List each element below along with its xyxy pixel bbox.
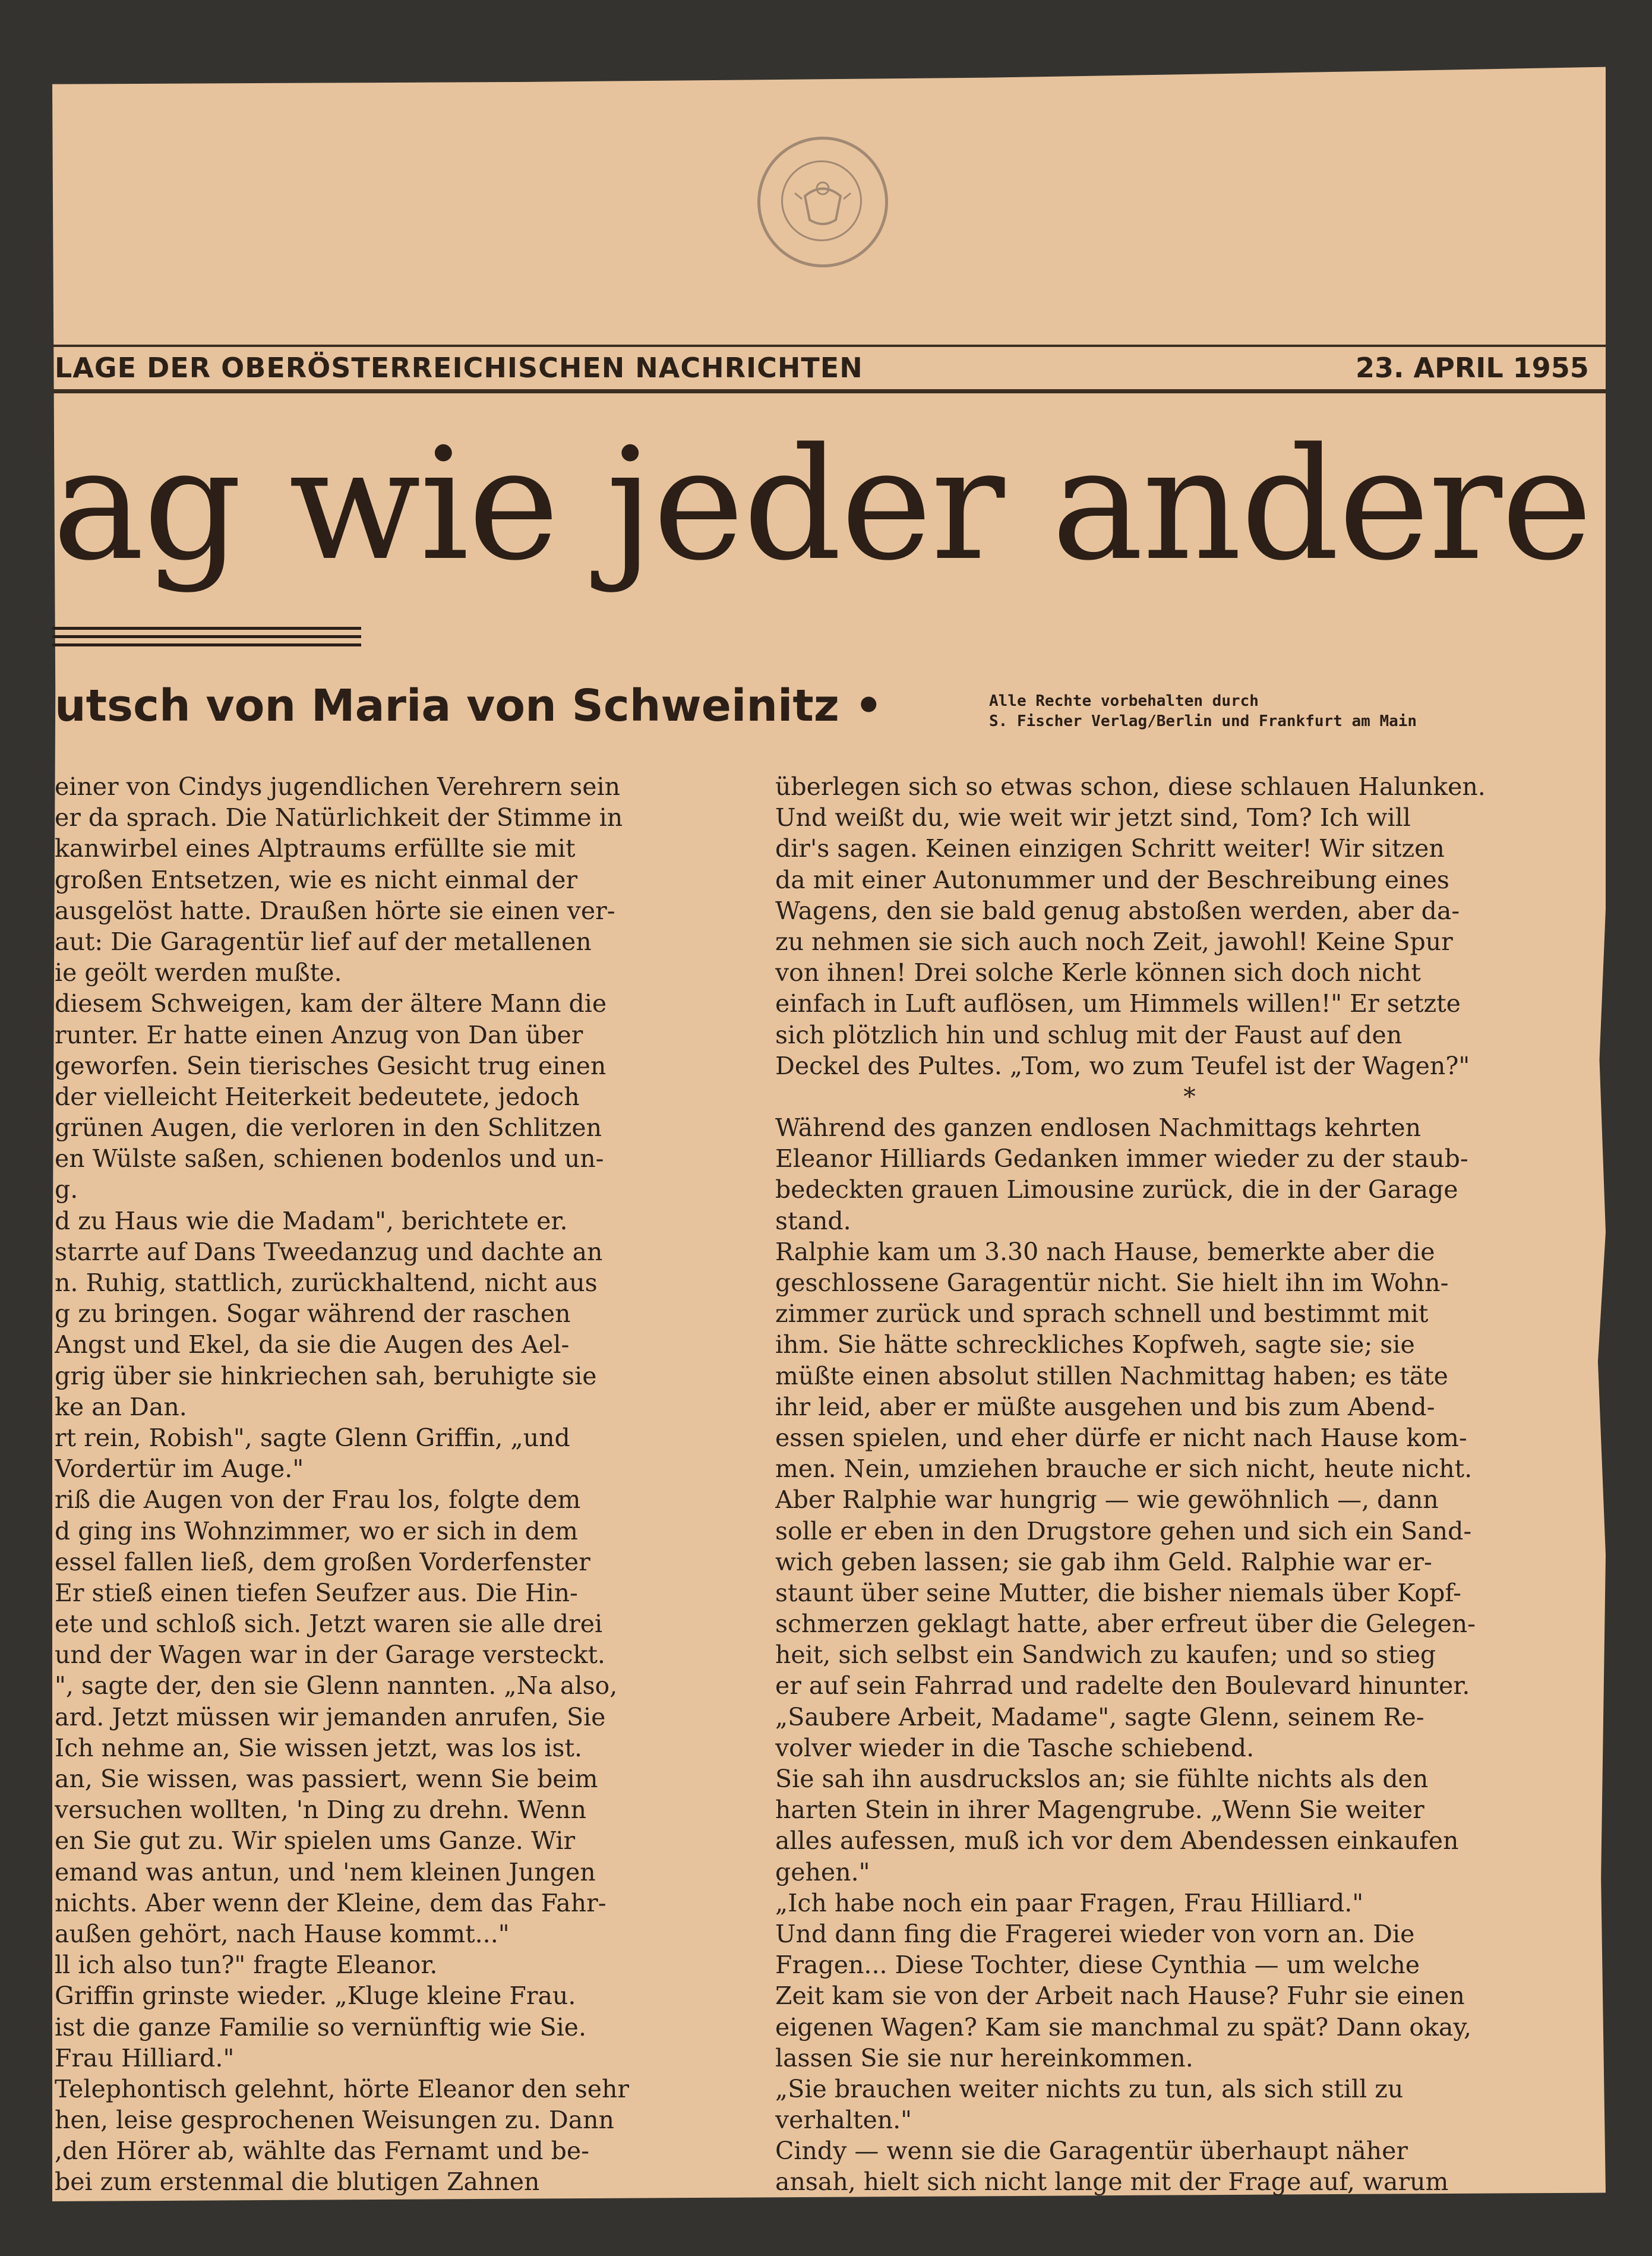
- rights-notice: [989, 691, 1417, 731]
- right-column-line: ihr leid, aber er müßte ausgehen und bis zum Abend-: [775, 1392, 1435, 1421]
- right-column-line: dir's sagen. Keinen einzigen Schritt weiter! Wir sitzen: [775, 834, 1445, 863]
- rights-line-2: S. Fischer Verlag/Berlin und Frankfurt am Main: [989, 712, 1417, 730]
- header-rule-bottom: [52, 389, 1606, 393]
- left-column-line: Angst und Ekel, da sie die Augen des Ael-: [55, 1330, 570, 1359]
- translator-byline: utsch von Maria von Schweinitz •: [55, 680, 883, 731]
- right-column-line: harten Stein in ihrer Magengrube. „Wenn Sie weiter: [775, 1796, 1424, 1825]
- right-column-line: überlegen sich so etwas schon, diese schlauen Halunken.: [775, 772, 1486, 801]
- right-column-line: stand.: [775, 1206, 851, 1235]
- right-column-line: ansah, hielt sich nicht lange mit der Frage auf, warum: [775, 2167, 1449, 2197]
- left-column-line: d ging ins Wohnzimmer, wo er sich in dem: [55, 1516, 578, 1545]
- right-column-line: solle er eben in den Drugstore gehen und sich ein Sand-: [775, 1516, 1472, 1545]
- left-text-column: [55, 771, 732, 2197]
- right-column-line: müßte einen absolut stillen Nachmittag haben; es täte: [775, 1361, 1448, 1390]
- right-column-line: men. Nein, umziehen brauche er sich nicht, heute nicht.: [775, 1454, 1473, 1484]
- left-column-line: emand was antun, und 'nem kleinen Jungen: [55, 1857, 596, 1886]
- right-column-line: volver wieder in die Tasche schiebend.: [775, 1733, 1255, 1762]
- left-column-line: kanwirbel eines Alptraums erfüllte sie mit: [55, 834, 576, 863]
- right-column-line: *: [1183, 1082, 1196, 1111]
- right-column-line: Ralphie kam um 3.30 nach Hause, bemerkte aber die: [775, 1237, 1435, 1266]
- right-column-line: ihm. Sie hätte schreckliches Kopfweh, sagte sie; sie: [775, 1330, 1415, 1359]
- left-column-line: versuchen wollten, 'n Ding zu drehn. Wenn: [55, 1796, 587, 1825]
- right-column-line: „Saubere Arbeit, Madame", sagte Glenn, seinem Re-: [775, 1702, 1424, 1731]
- left-column-line: geworfen. Sein tierisches Gesicht trug einen: [55, 1051, 607, 1080]
- right-column-line: verhalten.": [775, 2106, 912, 2135]
- right-column-line: zu nehmen sie sich auch noch Zeit, jawohl! Keine Spur: [775, 927, 1453, 956]
- right-column-line: staunt über seine Mutter, die bisher niemals über Kopf-: [775, 1578, 1461, 1607]
- left-column-line: riß die Augen von der Frau los, folgte dem: [55, 1485, 581, 1514]
- header-rule-top: [52, 345, 1606, 347]
- left-column-line: nichts. Aber wenn der Kleine, dem das Fahr-: [55, 1888, 607, 1917]
- left-column-line: d zu Haus wie die Madam", berichtete er.: [55, 1206, 568, 1235]
- right-column-line: Eleanor Hilliards Gedanken immer wieder zu der staub-: [775, 1144, 1468, 1173]
- left-column-line: n. Ruhig, stattlich, zurückhaltend, nicht aus: [55, 1269, 598, 1297]
- right-column-line: heit, sich selbst ein Sandwich zu kaufen; und so stieg: [775, 1640, 1436, 1670]
- left-column-line: ard. Jetzt müssen wir jemanden anrufen, Sie: [55, 1702, 606, 1731]
- right-column-line: Zeit kam sie von der Arbeit nach Hause? Fuhr sie einen: [775, 1982, 1465, 2011]
- right-column-line: alles aufessen, muß ich vor dem Abendessen einkaufen: [775, 1826, 1459, 1856]
- eagle-icon: [760, 140, 885, 264]
- left-column-line: Er stieß einen tiefen Seufzer aus. Die Hin-: [55, 1578, 578, 1607]
- left-column-line: einer von Cindys jugendlichen Verehrern sein: [55, 772, 621, 801]
- library-stamp: [757, 137, 888, 267]
- left-column-line: ie geölt werden mußte.: [55, 958, 342, 987]
- left-column-line: ist die ganze Familie so vernünftig wie Sie.: [55, 2012, 586, 2042]
- right-column-line: zimmer zurück und sprach schnell und bestimmt mit: [775, 1299, 1429, 1329]
- left-column-line: aut: Die Garagentür lief auf der metallenen: [55, 927, 592, 956]
- issue-date: 23. APRIL 1955: [1356, 352, 1589, 384]
- left-column-line: außen gehört, nach Hause kommt...": [55, 1919, 510, 1948]
- right-column-line: Fragen... Diese Tochter, diese Cynthia — um welche: [775, 1951, 1420, 1980]
- left-column-line: ausgelöst hatte. Draußen hörte sie einen ver-: [55, 896, 615, 925]
- left-column-line: ,den Hörer ab, wählte das Fernamt und be-: [55, 2137, 590, 2166]
- right-column-line: lassen Sie sie nur hereinkommen.: [775, 2043, 1193, 2072]
- right-column-line: Cindy — wenn sie die Garagentür überhaupt näher: [775, 2137, 1408, 2166]
- right-column-line: schmerzen geklagt hatte, aber erfreut über die Gelegen-: [775, 1610, 1476, 1639]
- rights-line-1: Alle Rechte vorbehalten durch: [989, 692, 1259, 710]
- left-column-line: Griffin grinste wieder. „Kluge kleine Frau.: [55, 1982, 576, 2011]
- newspaper-header: LAGE DER OBERÖSTERREICHISCHEN NACHRICHTEN: [55, 352, 863, 384]
- left-column-line: starrte auf Dans Tweedanzug und dachte an: [55, 1237, 603, 1266]
- right-column-line: wich geben lassen; sie gab ihm Geld. Ralphie war er-: [775, 1547, 1432, 1576]
- left-column-line: er da sprach. Die Natürlichkeit der Stimme in: [55, 803, 623, 832]
- headline-decoration: [52, 627, 361, 651]
- right-column-line: Während des ganzen endlosen Nachmittags kehrten: [775, 1113, 1422, 1143]
- left-column-line: großen Entsetzen, wie es nicht einmal der: [55, 865, 578, 894]
- left-column-line: bei zum erstenmal die blutigen Zahnen: [55, 2167, 540, 2197]
- right-column-line: einfach in Luft auflösen, um Himmels willen!" Er setzte: [775, 989, 1461, 1018]
- right-column-line: Wagens, den sie bald genug abstoßen werden, aber da-: [775, 896, 1460, 925]
- article-headline: ag wie jeder andere: [52, 415, 1591, 595]
- left-column-line: runter. Er hatte einen Anzug von Dan über: [55, 1020, 583, 1049]
- right-column-line: essen spielen, und eher dürfe er nicht nach Hause kom-: [775, 1423, 1467, 1452]
- left-column-line: g.: [55, 1175, 78, 1204]
- left-column-line: Ich nehme an, Sie wissen jetzt, was los ist.: [55, 1733, 582, 1762]
- right-column-line: gehen.": [775, 1857, 870, 1886]
- left-column-line: ete und schloß sich. Jetzt waren sie alle drei: [55, 1610, 603, 1639]
- right-column-line: „Sie brauchen weiter nichts zu tun, als sich still zu: [775, 2074, 1404, 2103]
- right-column-line: Sie sah ihn ausdruckslos an; sie fühlte nichts als den: [775, 1765, 1429, 1793]
- right-column-line: sich plötzlich hin und schlug mit der Faust auf den: [775, 1020, 1403, 1049]
- right-column-line: Und weißt du, wie weit wir jetzt sind, Tom? Ich will: [775, 803, 1411, 832]
- right-column-line: geschlossene Garagentür nicht. Sie hielt ihn im Wohn-: [775, 1269, 1449, 1297]
- left-column-line: an, Sie wissen, was passiert, wenn Sie beim: [55, 1765, 598, 1793]
- left-column-line: essel fallen ließ, dem großen Vorderfenster: [55, 1547, 590, 1576]
- left-column-line: Telephontisch gelehnt, hörte Eleanor den sehr: [55, 2074, 630, 2103]
- left-column-line: en Sie gut zu. Wir spielen ums Ganze. Wir: [55, 1826, 576, 1856]
- left-column-line: der vielleicht Heiterkeit bedeutete, jedoch: [55, 1082, 580, 1111]
- left-column-line: rt rein, Robish", sagte Glenn Griffin, „und: [55, 1423, 570, 1452]
- right-text-column: [775, 771, 1604, 2197]
- left-column-line: und der Wagen war in der Garage versteckt.: [55, 1640, 605, 1670]
- left-column-line: Vordertür im Auge.": [55, 1454, 304, 1484]
- left-column-line: diesem Schweigen, kam der ältere Mann die: [55, 989, 607, 1018]
- left-column-line: ", sagte der, den sie Glenn nannten. „Na also,: [55, 1671, 618, 1700]
- right-column-line: von ihnen! Drei solche Kerle können sich doch nicht: [775, 958, 1421, 987]
- right-column-line: Deckel des Pultes. „Tom, wo zum Teufel ist der Wagen?": [775, 1051, 1470, 1080]
- right-column-line: er auf sein Fahrrad und radelte den Boulevard hinunter.: [775, 1671, 1470, 1700]
- right-column-line: Und dann fing die Fragerei wieder von vorn an. Die: [775, 1919, 1415, 1948]
- left-column-line: en Wülste saßen, schienen bodenlos und un-: [55, 1144, 604, 1173]
- right-column-line: Aber Ralphie war hungrig — wie gewöhnlich —, dann: [775, 1485, 1439, 1514]
- left-column-line: ke an Dan.: [55, 1392, 187, 1421]
- left-column-line: Frau Hilliard.": [55, 2043, 235, 2072]
- right-column-line: bedeckten grauen Limousine zurück, die in der Garage: [775, 1175, 1458, 1204]
- left-column-line: hen, leise gesprochenen Weisungen zu. Dann: [55, 2106, 614, 2135]
- left-column-line: g zu bringen. Sogar während der raschen: [55, 1299, 571, 1329]
- left-column-line: ll ich also tun?" fragte Eleanor.: [55, 1951, 438, 1980]
- right-column-line: „Ich habe noch ein paar Fragen, Frau Hilliard.": [775, 1888, 1364, 1917]
- right-column-line: da mit einer Autonummer und der Beschreibung eines: [775, 865, 1449, 894]
- left-column-line: grig über sie hinkriechen sah, beruhigte sie: [55, 1361, 597, 1390]
- right-column-line: eigenen Wagen? Kam sie manchmal zu spät? Dann okay,: [775, 2012, 1472, 2042]
- left-column-line: grünen Augen, die verloren in den Schlitzen: [55, 1113, 602, 1143]
